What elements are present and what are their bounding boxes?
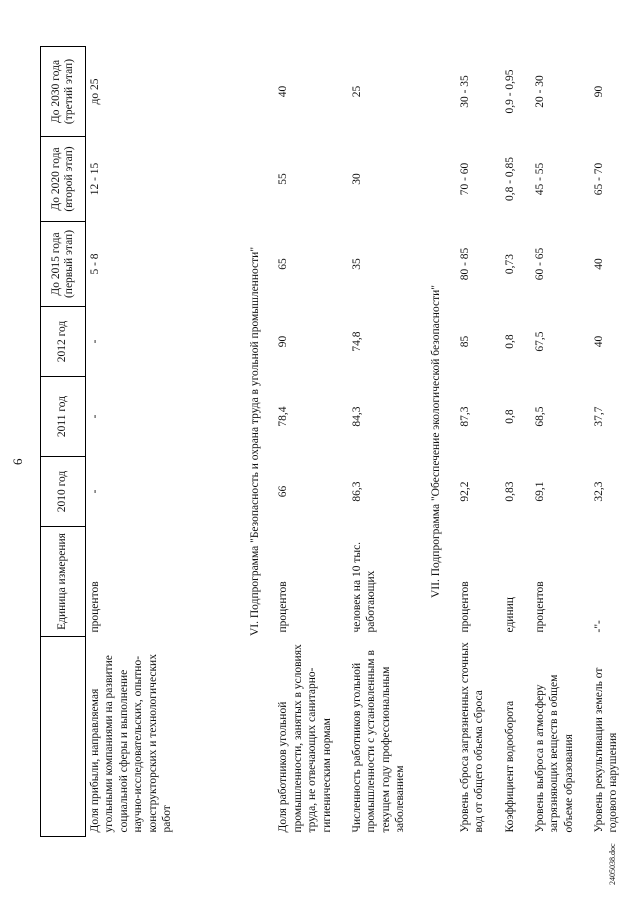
row-unit: -"- xyxy=(593,620,605,633)
cell-2010: 32,3 xyxy=(593,481,605,502)
cell-2030: 0,9 - 0,95 xyxy=(503,69,516,114)
cell-2020: 0,8 - 0,85 xyxy=(503,156,516,202)
footer-doc-code: 2405038.doc xyxy=(608,843,617,885)
cell-2020: 55 xyxy=(277,173,290,185)
row-unit: процентов xyxy=(458,581,471,633)
cell-2012: 85 xyxy=(458,335,471,348)
row-label: Доля прибыли, направляемая угольными компаниями на развитие социальной сферы и выполнение научно-исследовательских, опытно-конструкторских и технологических работ xyxy=(89,654,173,833)
cell-2010: - xyxy=(89,489,101,494)
cell-2020: 65 - 70 xyxy=(593,162,605,196)
row-label: Уровень сброса загрязненных сточных вод от общего объема сброса xyxy=(458,642,486,833)
cell-2012: 67,5 xyxy=(533,331,546,352)
header-indicator xyxy=(41,637,86,837)
row-unit: процентов xyxy=(277,581,290,633)
table-row xyxy=(86,47,241,837)
table-row xyxy=(456,47,501,837)
cell-2012: 40 xyxy=(593,335,605,348)
cell-2015: 35 xyxy=(350,258,363,270)
cell-2015: 40 xyxy=(593,258,605,270)
cell-2012: 90 xyxy=(277,335,290,348)
cell-2012: 0,8 xyxy=(503,334,516,349)
cell-2012: 74,8 xyxy=(350,331,363,352)
cell-2011: 87,3 xyxy=(458,406,471,427)
row-label: Коэффициент водооборота xyxy=(503,700,516,833)
row-label: Уровень рекультивации земель от годового нарушения xyxy=(593,667,620,833)
row-label: Численность работников угольной промышленности с установленным в текущем году профессиональным заболеванием xyxy=(350,650,406,833)
cell-2015: 80 - 85 xyxy=(458,247,471,281)
page-number: 6 xyxy=(10,458,25,465)
cell-2030: 20 - 30 xyxy=(533,75,546,108)
cell-2020: 12 - 15 xyxy=(89,162,101,196)
header-2010: 2010 год xyxy=(41,457,86,527)
row-unit: единиц xyxy=(503,597,516,633)
header-2020: До 2020 года (второй этап) xyxy=(41,137,86,222)
table-row xyxy=(501,47,531,837)
section-7-title: VII. Подпрограмма "Обеспечение экологической безопасности" xyxy=(430,285,443,598)
header-2011: 2011 год xyxy=(41,377,86,457)
cell-2011: 37,7 xyxy=(593,406,605,427)
section-6-title: VI. Подпрограмма "Безопасность и охрана труда в угольной промышленности" xyxy=(249,246,261,637)
cell-2011: 68,5 xyxy=(533,406,546,427)
row-unit: процентов xyxy=(89,581,101,633)
row-label: Уровень выброса в атмосферу загрязняющих веществ в общем объеме образования xyxy=(533,674,575,833)
cell-2030: 40 xyxy=(277,85,290,98)
header-2030: До 2030 года (третий этап) xyxy=(41,47,86,137)
cell-2030: 90 xyxy=(593,85,605,98)
cell-2020: 70 - 60 xyxy=(458,162,471,196)
cell-2011: 78,4 xyxy=(277,406,290,427)
cell-2011: 84,3 xyxy=(350,406,363,427)
cell-2010: 0,83 xyxy=(503,481,516,502)
cell-2010: 69,1 xyxy=(533,481,546,502)
table-header-row xyxy=(41,47,86,837)
table-row xyxy=(274,47,348,837)
header-2015: До 2015 года (первый этап) xyxy=(41,222,86,307)
section-row xyxy=(240,47,274,837)
cell-2015: 5 - 8 xyxy=(89,253,101,275)
cell-2020: 45 - 55 xyxy=(533,162,546,196)
cell-2030: до 25 xyxy=(89,78,101,105)
row-unit: процентов xyxy=(533,581,546,633)
cell-2010: 92,2 xyxy=(458,481,471,502)
cell-2011: 0,8 xyxy=(503,409,516,424)
table-row xyxy=(531,47,590,837)
cell-2015: 0,73 xyxy=(503,253,516,275)
table-row xyxy=(348,47,422,837)
cell-2015: 60 - 65 xyxy=(533,247,546,281)
cell-2030: 30 - 35 xyxy=(458,75,471,108)
row-label: Доля работников угольной промышленности, занятых в условиях труда, не отвечающих санитарно-гигиеническим нормам xyxy=(277,644,333,833)
cell-2030: 25 xyxy=(350,85,363,98)
cell-2020: 30 xyxy=(350,173,363,185)
header-2012: 2012 год xyxy=(41,307,86,377)
cell-2010: 86,3 xyxy=(350,481,363,502)
row-unit: человек на 10 тыс. работающих xyxy=(350,541,378,633)
cell-2011: - xyxy=(89,414,101,419)
cell-2010: 66 xyxy=(277,485,290,498)
cell-2015: 65 xyxy=(277,258,290,270)
indicators-table xyxy=(40,46,623,837)
cell-2012: - xyxy=(89,339,101,344)
header-unit: Единица измерения xyxy=(41,527,86,637)
table-row xyxy=(590,47,623,837)
section-row xyxy=(421,47,455,837)
